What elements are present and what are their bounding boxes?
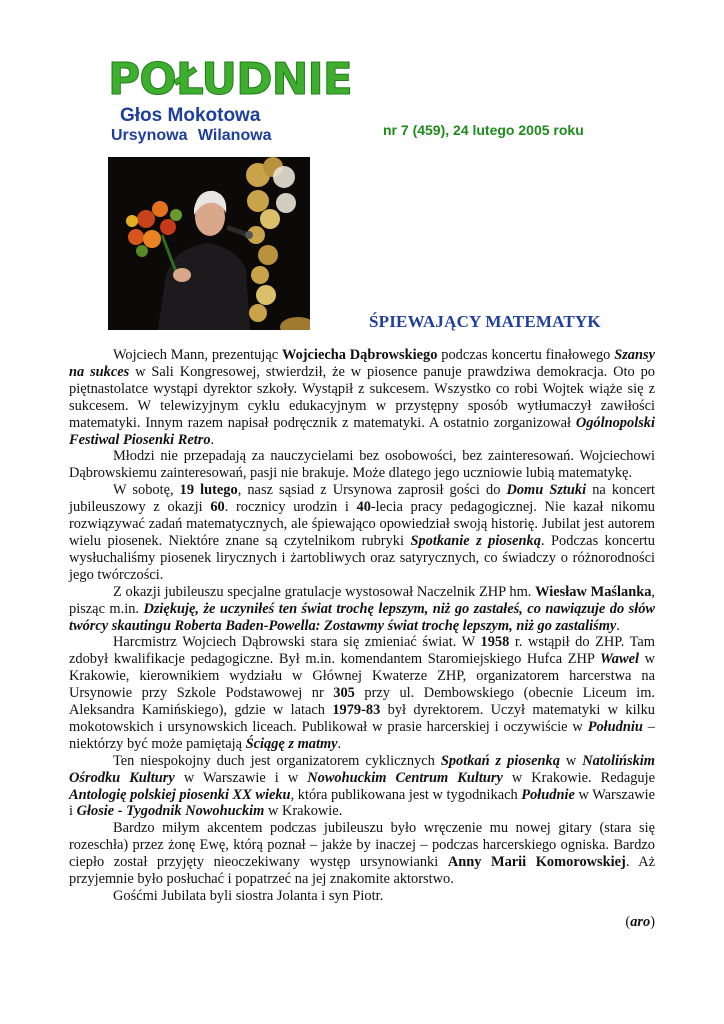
paragraph: Gośćmi Jubilata byli siostra Jolanta i syn Piotr. xyxy=(113,888,384,904)
author-signature: (aro) xyxy=(625,914,655,930)
newspaper-logo xyxy=(108,54,352,144)
singer-photo xyxy=(108,157,310,330)
logo-subtitle-1: Głos Mokotowa xyxy=(120,105,261,126)
logo-title: POŁUDNIE xyxy=(108,54,352,105)
article-title: ŚPIEWAJĄCY MATEMATYK xyxy=(369,312,601,331)
paragraph: Z okazji jubileuszu specjalne gratulacje wystosował Naczelnik ZHP hm. Wiesław Maślanka, pisząc m.in. Dziękuję, że uczyniłeś ten świat trochę lepszym, niż go zastałeś, co nawiązuje do słów twórcy skautingu Roberta Baden-Powella: Zostawmy świat trochę lepszym, niż go zastaliśmy. xyxy=(69,583,656,634)
paragraph: W sobotę, 19 lutego, nasz sąsiad z Ursynowa zaprosił gości do Domu Sztuki na koncert jubileuszowy z okazji 60. rocznicy urodzin i 40-lecia pracy pedagogicznej. Nie kazał nikomu rozwiązywać zadań matematycznych, ale śpiewająco opowiedział swoją historię. Jubilat jest autorem wielu piosenek. Niektóre znane są czytelnikom rubryki Spotkanie z piosenką. Podczas koncertu wysłuchaliśmy piosenek lirycznych i żartobliwych oraz satyrycznych, co świadczy o różnorodności jego twórczości. xyxy=(69,482,656,583)
paragraph: Harcmistrz Wojciech Dąbrowski stara się zmieniać świat. W 1958 r. wstąpił do ZHP. Tam zdobył kwalifikacje pedagogiczne. Był m.in. komendantem Staromiejskiego Hufca ZHP Wawel w Krakowie, kierownikiem wydziału w Głównej Kwaterze ZHP, organizatorem harcerstwa na Ursynowie przy Szkole Podstawowej nr 305 przy ul. Dembowskiego (obecnie Liceum im. Aleksandra Kamińskiego), gdzie w latach 1979-83 był dyrektorem. Uczył matematyki w kilku mokotowskich i ursynowskich liceach. Publikował w prasie harcerskiej i oczywiście w Południu – niektórzy być może pamiętają Ściągę z matmy. xyxy=(69,634,655,752)
paragraph: Młodzi nie przepadają za nauczycielami bez osobowości, bez zainteresowań. Wojciechowi Dąbrowskiemu zainteresowań, pasji nie brakuje. Może dlatego jego uczniowie lubią matematykę. xyxy=(69,448,655,482)
paragraph: Ten niespokojny duch jest organizatorem cyklicznych Spotkań z piosenką w Natolińskim Ośrodku Kultury w Warszawie i w Nowohuckim Centrum Kultury w Krakowie. Redaguje Antologię polskiej piosenki XX wieku, która publikowana jest w tygodnikach Południe w Warszawie i Głosie - Tygodnik Nowohuckim w Krakowie. xyxy=(69,752,656,820)
paragraph: Wojciech Mann, prezentując Wojciecha Dąbrowskiego podczas koncertu finałowego Szansy na sukces w Sali Kongresowej, stwierdził, że w piosence panuje prawdziwa demokracja. Oto po piętnastolatce wystąpi dyrektor szkoły. Wystąpił z sukcesem. Wszystko co robi Wojtek wiąże się z sukcesem. W telewizyjnym cyklu edukacyjnym w przystępny sposób wytłumaczył zawiłości matematyki. Innym razem napisał podręcznik z matematyki. A ostatnio zorganizował Ogólnopolski Festiwal Piosenki Retro. xyxy=(69,347,655,448)
logo-subtitle-2: Ursynowa Wilanowa xyxy=(111,127,272,144)
article-body xyxy=(69,347,655,905)
issue-info: nr 7 (459), 24 lutego 2005 roku xyxy=(383,122,584,138)
paragraph: Bardzo miłym akcentem podczas jubileuszu było wręczenie mu nowej gitary (stara się rozeschła) przez żonę Ewę, którą poznał – jakże by inaczej – podczas harcerskiego ogniska. Bardzo ciepło został przyjęty nieoczekiwany występ ursynowianki Anny Marii Komorowskiej. Aż przyjemnie było posłuchać i popatrzeć na jej znakomite aktorstwo. xyxy=(69,820,655,888)
